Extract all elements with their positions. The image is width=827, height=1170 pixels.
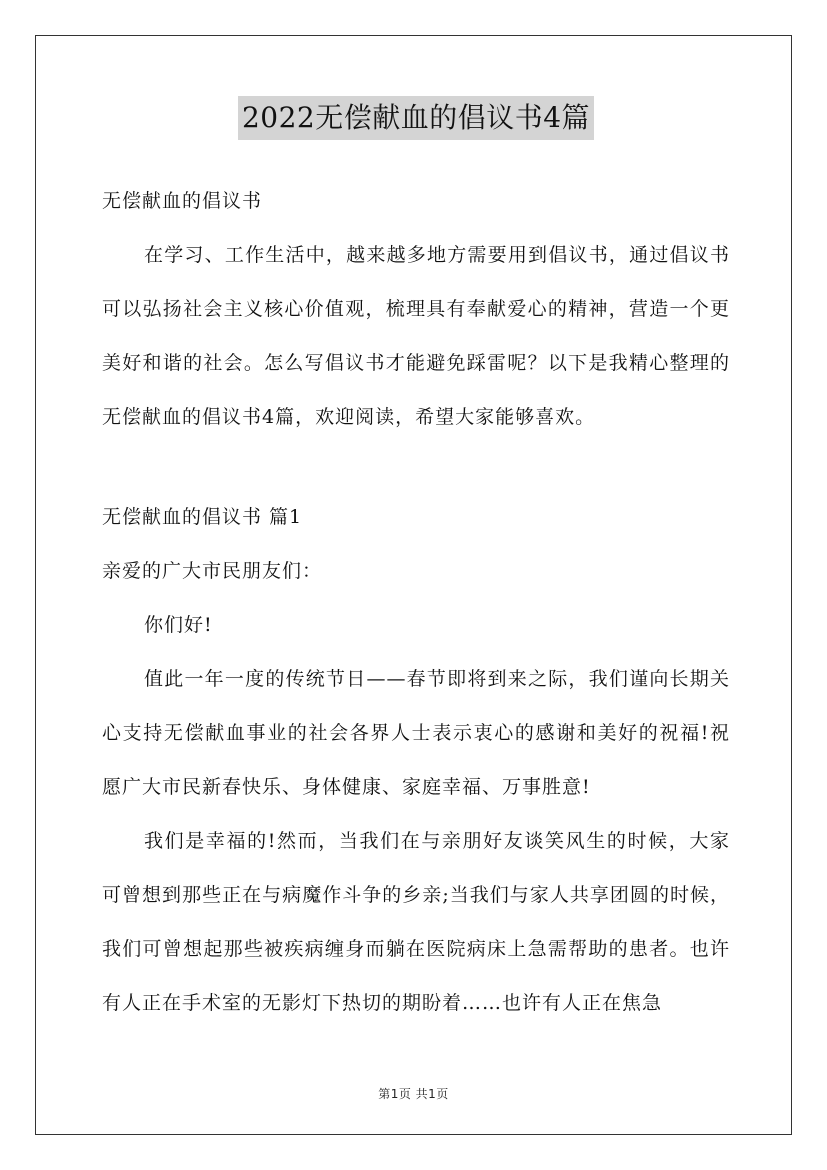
body-paragraph-2: 我们是幸福的!然而，当我们在与亲朋好友谈笑风生的时候，大家可曾想到那些正在与病魔作斗争的乡亲;当我们与家人共享团圆的时候，我们可曾想起那些被疾病缠身而躺在医院病床上急需帮助的患者。也许有人正在手术室的无影灯下热切的期盼着……也许有人正在焦急 [102, 830, 730, 1014]
document-title: 2022无偿献血的倡议书4篇 [238, 96, 594, 140]
page-footer: 第1页 共1页 [378, 1087, 449, 1101]
section-heading: 无偿献血的倡议书 篇1 [102, 506, 303, 528]
greeting: 你们好! [144, 614, 213, 636]
salutation: 亲爱的广大市民朋友们： [102, 560, 323, 582]
intro-paragraph: 在学习、工作生活中，越来越多地方需要用到倡议书，通过倡议书可以弘扬社会主义核心价值观，梳理具有奉献爱心的精神，营造一个更美好和谐的社会。怎么写倡议书才能避免踩雷呢？以下是我精心整理的无偿献血的倡议书4篇，欢迎阅读，希望大家能够喜欢。 [102, 244, 730, 428]
spacer [102, 444, 730, 490]
title-container [102, 96, 730, 140]
document-subtitle: 无偿献血的倡议书 [102, 190, 263, 212]
document-body [102, 96, 730, 1030]
body-paragraph-1: 值此一年一度的传统节日——春节即将到来之际，我们谨向长期关心支持无偿献血事业的社会各界人士表示衷心的感谢和美好的祝福!祝愿广大市民新春快乐、身体健康、家庭幸福、万事胜意! [102, 668, 730, 798]
